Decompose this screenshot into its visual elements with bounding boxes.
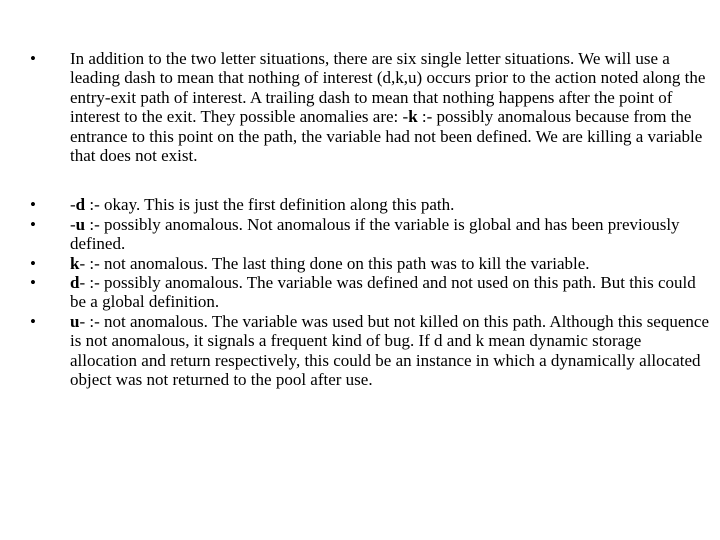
bullet-text: - :- not anomalous. The variable was used but not killed on this path. Although this sequence is not anomalous, it signals a frequent kind of bug. If d and k mean dynamic storage allocation and return respectively, this could be an instance in which a dynamically allocated object was not returned to the pool after use. [70, 311, 709, 390]
bullet-bold-term: u [75, 214, 86, 234]
bullet-text: :- possibly anomalous. Not anomalous if the variable is global and has been previously defined. [70, 214, 680, 254]
bullet-item-d-leading [30, 195, 710, 214]
bullet-bold-term: d [70, 273, 80, 293]
bullet-text: - :- possibly anomalous. The variable was defined and not used on this path. But this could be a global definition. [70, 273, 696, 312]
bullet-prefix: - [70, 214, 76, 234]
bullet-bold-term: u [70, 311, 80, 331]
bullet-text: :- okay. This is just the first definition along this path. [85, 195, 455, 215]
bullet-bold-term: d [75, 195, 86, 215]
bullet-list [30, 49, 710, 390]
bullet-bold-term: k [408, 107, 418, 127]
bullet-item-k-trailing [30, 254, 710, 273]
bullet-bold-term: k [70, 253, 80, 273]
bullet-item-d-trailing [30, 273, 710, 312]
bullet-text-continued: :- possibly anomalous because from the entrance to this point on the path, the variable had not been defined. We are killing a variable that does not exist. [70, 107, 703, 166]
bullet-item-u-trailing [30, 312, 710, 390]
bullet-prefix: - [70, 195, 76, 215]
bullet-item-u-leading [30, 215, 710, 254]
bullet-text: In addition to the two letter situations, there are six single letter situations. We will use a leading dash to mean that nothing of interest (d,k,u) occurs prior to the action noted along the entry-exit path of interest. A trailing dash to mean that nothing happens after the point of interest to the exit. They possible anomalies are: - [70, 49, 706, 127]
bullet-text: - :- not anomalous. The last thing done on this path was to kill the variable. [79, 253, 590, 273]
bullet-item-intro [30, 49, 710, 165]
